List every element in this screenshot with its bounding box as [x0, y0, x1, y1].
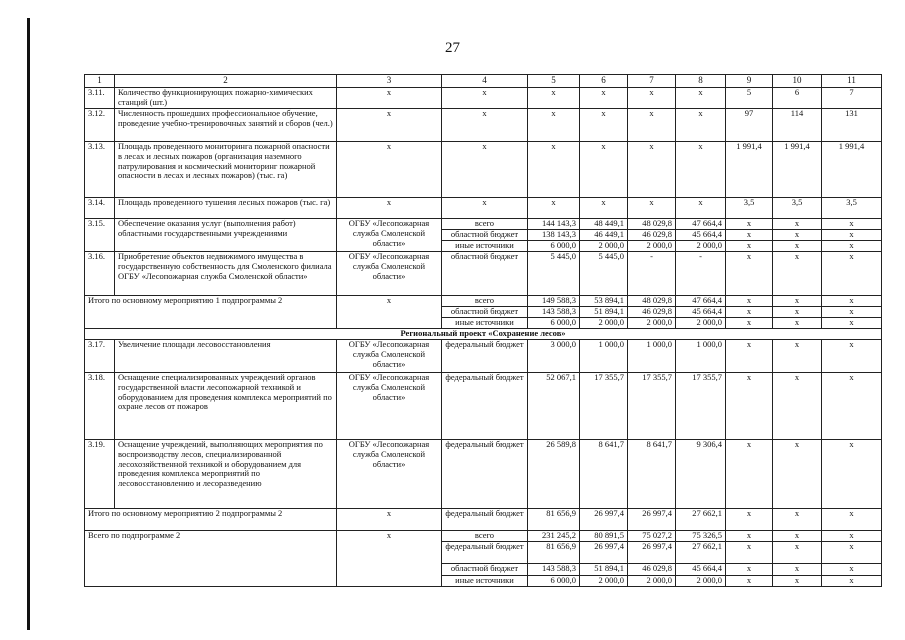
value-cell: 144 143,3 [528, 219, 580, 230]
value-cell: - [628, 252, 676, 296]
value-cell: х [822, 252, 882, 296]
funding-source: всего [442, 296, 528, 307]
value-cell: х [628, 109, 676, 142]
executor: ОГБУ «Лесопожарная служба Смоленской области» [337, 340, 442, 373]
funding-source: федеральный бюджет [442, 340, 528, 373]
funding-source: х [442, 198, 528, 219]
funding-source: иные источники [442, 241, 528, 252]
section-title: Региональный проект «Сохранение лесов» [85, 329, 882, 340]
value-cell: 97 [726, 109, 773, 142]
value-cell: 46 449,1 [580, 230, 628, 241]
value-cell: х [822, 318, 882, 329]
funding-source: областной бюджет [442, 307, 528, 318]
executor: х [337, 296, 442, 329]
value-cell: 51 894,1 [580, 564, 628, 576]
value-cell: 46 029,8 [628, 307, 676, 318]
value-cell: х [773, 564, 822, 576]
table-row [85, 142, 882, 198]
header-row [85, 75, 882, 88]
value-cell: 75 027,2 [628, 531, 676, 542]
activity-name: Обеспечение оказания услуг (выполнения работ) областными государственными учреждениями [115, 219, 337, 252]
funding-source: х [442, 109, 528, 142]
funding-source: х [442, 142, 528, 198]
executor: х [337, 509, 442, 531]
value-cell: 6 [773, 88, 822, 109]
value-cell: х [822, 296, 882, 307]
value-cell: 45 664,4 [676, 307, 726, 318]
page-number: 27 [445, 40, 460, 56]
row-number: 3.15. [85, 219, 115, 252]
value-cell: х [726, 340, 773, 373]
executor: х [337, 109, 442, 142]
value-cell: 2 000,0 [676, 318, 726, 329]
value-cell: 8 641,7 [580, 440, 628, 509]
value-cell: 26 997,4 [628, 542, 676, 564]
value-cell: 47 664,4 [676, 296, 726, 307]
funding-source: иные источники [442, 318, 528, 329]
value-cell: 45 664,4 [676, 230, 726, 241]
executor: х [337, 88, 442, 109]
value-cell: х [773, 296, 822, 307]
executor: х [337, 142, 442, 198]
value-cell: х [726, 542, 773, 564]
value-cell: 143 588,3 [528, 564, 580, 576]
activity-name: Увеличение площади лесовосстановления [115, 340, 337, 373]
activity-name: Количество функционирующих пожарно-химических станций (шт.) [115, 88, 337, 109]
header-cell: 4 [442, 75, 528, 88]
value-cell: х [676, 109, 726, 142]
value-cell: - [676, 252, 726, 296]
value-cell: х [773, 440, 822, 509]
value-cell: 2 000,0 [580, 318, 628, 329]
funding-source: федеральный бюджет [442, 440, 528, 509]
activity-name: Приобретение объектов недвижимого имущества в государственную собственность для Смоленского филиала ОГБУ «Лесопожарная служба Смоленской области» [115, 252, 337, 296]
value-cell: х [822, 230, 882, 241]
value-cell: х [773, 219, 822, 230]
value-cell: х [676, 142, 726, 198]
value-cell: 1 991,4 [822, 142, 882, 198]
value-cell: 2 000,0 [580, 241, 628, 252]
table-row [85, 88, 882, 109]
activity-name: Оснащение специализированных учреждений органов государственной власти лесопожарной техникой и оборудованием для проведения комплекса мероприятий по охране лесов от пожаров [115, 373, 337, 440]
value-cell: 17 355,7 [628, 373, 676, 440]
value-cell: х [773, 542, 822, 564]
value-cell: 26 997,4 [580, 509, 628, 531]
value-cell: х [628, 198, 676, 219]
executor: х [337, 531, 442, 587]
value-cell: х [726, 531, 773, 542]
value-cell: х [822, 307, 882, 318]
header-cell: 3 [337, 75, 442, 88]
header-cell: 2 [115, 75, 337, 88]
value-cell: 1 000,0 [676, 340, 726, 373]
value-cell: 48 449,1 [580, 219, 628, 230]
value-cell: 9 306,4 [676, 440, 726, 509]
value-cell: х [726, 576, 773, 587]
value-cell: х [822, 564, 882, 576]
table-row [85, 531, 882, 542]
value-cell: х [822, 241, 882, 252]
value-cell: 46 029,8 [628, 564, 676, 576]
row-number: 3.17. [85, 340, 115, 373]
funding-source: х [442, 88, 528, 109]
grand-total-label: Всего по подпрограмме 2 [85, 531, 337, 587]
total-label: Итого по основному мероприятию 1 подпрограммы 2 [85, 296, 337, 329]
value-cell: 2 000,0 [628, 576, 676, 587]
value-cell: х [628, 88, 676, 109]
table-row [85, 296, 882, 307]
value-cell: 75 326,5 [676, 531, 726, 542]
value-cell: х [528, 88, 580, 109]
table-row [85, 340, 882, 373]
value-cell: 5 445,0 [580, 252, 628, 296]
value-cell: х [773, 340, 822, 373]
value-cell: х [580, 198, 628, 219]
value-cell: 3 000,0 [528, 340, 580, 373]
value-cell: 6 000,0 [528, 318, 580, 329]
value-cell: 114 [773, 109, 822, 142]
funding-source: областной бюджет [442, 564, 528, 576]
value-cell: х [726, 219, 773, 230]
value-cell: х [726, 230, 773, 241]
table-row [85, 440, 882, 509]
value-cell: х [580, 88, 628, 109]
executor: ОГБУ «Лесопожарная служба Смоленской области» [337, 373, 442, 440]
value-cell: 26 589,8 [528, 440, 580, 509]
row-number: 3.12. [85, 109, 115, 142]
value-cell: 2 000,0 [676, 576, 726, 587]
value-cell: х [726, 307, 773, 318]
value-cell: 27 662,1 [676, 509, 726, 531]
value-cell: х [773, 576, 822, 587]
value-cell: 6 000,0 [528, 241, 580, 252]
value-cell: х [822, 509, 882, 531]
header-cell: 7 [628, 75, 676, 88]
value-cell: 3,5 [773, 198, 822, 219]
value-cell: х [726, 509, 773, 531]
executor: ОГБУ «Лесопожарная служба Смоленской области» [337, 252, 442, 296]
value-cell: 143 588,3 [528, 307, 580, 318]
value-cell: 26 997,4 [628, 509, 676, 531]
value-cell: 1 991,4 [773, 142, 822, 198]
executor: ОГБУ «Лесопожарная служба Смоленской области» [337, 440, 442, 509]
value-cell: 5 445,0 [528, 252, 580, 296]
value-cell: х [773, 307, 822, 318]
value-cell: 138 143,3 [528, 230, 580, 241]
table-row [85, 198, 882, 219]
value-cell: 231 245,2 [528, 531, 580, 542]
header-cell: 1 [85, 75, 115, 88]
executor: ОГБУ «Лесопожарная служба Смоленской области» [337, 219, 442, 252]
funding-source: областной бюджет [442, 230, 528, 241]
value-cell: 52 067,1 [528, 373, 580, 440]
row-number: 3.16. [85, 252, 115, 296]
value-cell: х [773, 373, 822, 440]
value-cell: 27 662,1 [676, 542, 726, 564]
funding-source: федеральный бюджет [442, 542, 528, 564]
value-cell: х [822, 576, 882, 587]
value-cell: 2 000,0 [580, 576, 628, 587]
value-cell: 6 000,0 [528, 576, 580, 587]
header-cell: 6 [580, 75, 628, 88]
value-cell: 81 656,9 [528, 542, 580, 564]
value-cell: х [773, 252, 822, 296]
value-cell: х [726, 440, 773, 509]
value-cell: 3,5 [726, 198, 773, 219]
value-cell: 8 641,7 [628, 440, 676, 509]
row-number: 3.14. [85, 198, 115, 219]
value-cell: х [773, 241, 822, 252]
row-number: 3.19. [85, 440, 115, 509]
value-cell: х [822, 340, 882, 373]
value-cell: 1 000,0 [628, 340, 676, 373]
value-cell: х [773, 509, 822, 531]
value-cell: 26 997,4 [580, 542, 628, 564]
header-cell: 8 [676, 75, 726, 88]
value-cell: 1 991,4 [726, 142, 773, 198]
funding-source: областной бюджет [442, 252, 528, 296]
value-cell: 48 029,8 [628, 296, 676, 307]
value-cell: х [773, 230, 822, 241]
value-cell: 7 [822, 88, 882, 109]
funding-source: федеральный бюджет [442, 373, 528, 440]
value-cell: х [773, 318, 822, 329]
value-cell: х [822, 542, 882, 564]
activity-name: Площадь проведенного тушения лесных пожаров (тыс. га) [115, 198, 337, 219]
value-cell: 45 664,4 [676, 564, 726, 576]
header-cell: 5 [528, 75, 580, 88]
table-row [85, 219, 882, 230]
value-cell: х [726, 241, 773, 252]
value-cell: х [726, 296, 773, 307]
value-cell: х [528, 198, 580, 219]
funding-source: всего [442, 219, 528, 230]
executor: х [337, 198, 442, 219]
table-row [85, 373, 882, 440]
value-cell: 131 [822, 109, 882, 142]
row-number: 3.18. [85, 373, 115, 440]
activity-name: Оснащение учреждений, выполняющих мероприятия по воспроизводству лесов, специализированной лесохозяйственной техникой и оборудованием для проведения комплекса мероприятий по лесовосстановлению и лесоразведению [115, 440, 337, 509]
header-cell: 10 [773, 75, 822, 88]
value-cell: х [822, 219, 882, 230]
section-row [85, 329, 882, 340]
value-cell: х [726, 252, 773, 296]
value-cell: 47 664,4 [676, 219, 726, 230]
value-cell: 53 894,1 [580, 296, 628, 307]
value-cell: х [726, 564, 773, 576]
value-cell: х [726, 318, 773, 329]
funding-source: всего [442, 531, 528, 542]
value-cell: х [676, 198, 726, 219]
value-cell: 51 894,1 [580, 307, 628, 318]
value-cell: 3,5 [822, 198, 882, 219]
value-cell: 149 588,3 [528, 296, 580, 307]
value-cell: х [676, 88, 726, 109]
value-cell: 48 029,8 [628, 219, 676, 230]
activity-name: Численность прошедших профессиональное обучение, проведение учебно-тренировочных занятий и сборов (чел.) [115, 109, 337, 142]
value-cell: х [822, 373, 882, 440]
value-cell: 2 000,0 [676, 241, 726, 252]
value-cell: х [528, 142, 580, 198]
header-cell: 9 [726, 75, 773, 88]
funding-source: иные источники [442, 576, 528, 587]
value-cell: х [580, 109, 628, 142]
value-cell: 1 000,0 [580, 340, 628, 373]
value-cell: х [726, 373, 773, 440]
value-cell: х [580, 142, 628, 198]
value-cell: х [822, 531, 882, 542]
funding-source: федеральный бюджет [442, 509, 528, 531]
value-cell: 46 029,8 [628, 230, 676, 241]
value-cell: х [773, 531, 822, 542]
value-cell: 2 000,0 [628, 318, 676, 329]
value-cell: х [528, 109, 580, 142]
header-cell: 11 [822, 75, 882, 88]
value-cell: 2 000,0 [628, 241, 676, 252]
value-cell: х [822, 440, 882, 509]
value-cell: 17 355,7 [676, 373, 726, 440]
table-row [85, 109, 882, 142]
program-table [84, 74, 882, 587]
value-cell: 5 [726, 88, 773, 109]
row-number: 3.11. [85, 88, 115, 109]
activity-name: Площадь проведенного мониторинга пожарной опасности в лесах и лесных пожаров (организация наземного патрулирования и космический мониторинг пожарной опасности в лесах и лесных пожаров) (тыс. га) [115, 142, 337, 198]
value-cell: 81 656,9 [528, 509, 580, 531]
table-row [85, 509, 882, 531]
value-cell: х [628, 142, 676, 198]
row-number: 3.13. [85, 142, 115, 198]
value-cell: 17 355,7 [580, 373, 628, 440]
value-cell: 80 891,5 [580, 531, 628, 542]
total-label: Итого по основному мероприятию 2 подпрограммы 2 [85, 509, 337, 531]
scan-left-edge [27, 18, 30, 630]
table-row [85, 252, 882, 296]
